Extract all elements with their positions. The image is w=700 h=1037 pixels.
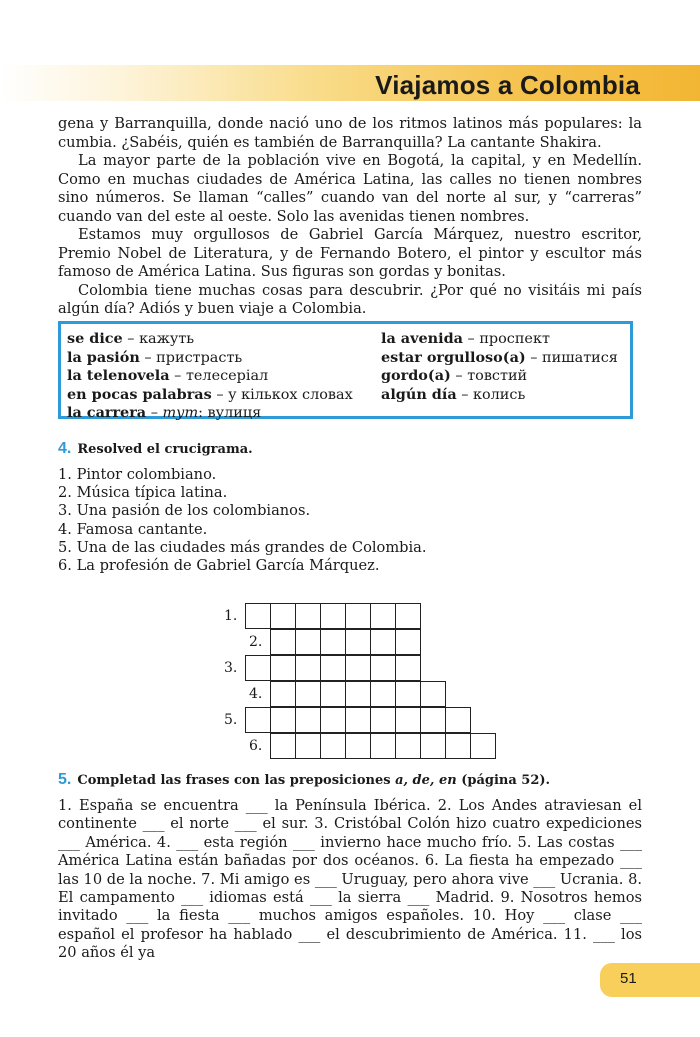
vocabulary-item: la carrera – тут: вулиця: [67, 404, 262, 422]
crossword-cell[interactable]: [370, 707, 396, 733]
clue-item: 5. Una de las ciudades más grandes de Colombia.: [58, 538, 427, 556]
crossword-cell[interactable]: [320, 733, 346, 759]
crossword-label: 4.: [249, 686, 263, 702]
crossword-cell[interactable]: [445, 707, 471, 733]
crossword-cell[interactable]: [345, 681, 371, 707]
crossword-cell[interactable]: [245, 603, 271, 629]
clue-item: 6. La profesión de Gabriel García Márquez.: [58, 557, 380, 575]
clue-item: 3. Una pasión de los colombianos.: [58, 502, 311, 520]
crossword-cell[interactable]: [395, 681, 421, 707]
crossword-cell[interactable]: [370, 655, 396, 681]
paragraph: gena y Barranquilla, donde nació uno de los ritmos latinos más populares: la cumbia. ¿Sabéis, quién es también de Barranquilla? La cantante Shakira.: [58, 115, 642, 151]
crossword-cell[interactable]: [295, 629, 321, 655]
crossword-label: 2.: [249, 634, 263, 650]
vocabulary-item: se dice – кажуть: [67, 330, 195, 347]
vocabulary-box: [58, 321, 633, 422]
crossword-cell[interactable]: [320, 629, 346, 655]
crossword-cell[interactable]: [470, 733, 496, 759]
crossword-cell[interactable]: [395, 655, 421, 681]
crossword-cell[interactable]: [295, 655, 321, 681]
crossword-cell[interactable]: [295, 733, 321, 759]
crossword-cell[interactable]: [295, 681, 321, 707]
exercise-5-heading: 5. Completad las frases con las preposiciones a, de, en (página 52).: [58, 771, 551, 788]
paragraph: Colombia tiene muchas cosas para descubrir. ¿Por qué no visitáis mi país algún día? Adiós y buen viaje a Colombia.: [58, 281, 642, 317]
page-number: 51: [620, 970, 637, 987]
clue-item: 1. Pintor colombiano.: [58, 466, 217, 483]
article-body: [58, 115, 642, 319]
crossword-cell[interactable]: [395, 733, 421, 759]
exercise-5-text: 1. España se encuentra ___ la Península Ibérica. 2. Los Andes atraviesan el continente ___ el norte ___ el sur. 3. Cristóbal Colón hizo cuatro expediciones ___ América. 4. ___ esta región ___ invierno hace mucho frío. 5. Las costas ___ América Latina están bañadas por dos océanos. 6. La fiesta ha empezado ___ las 10 de la noche. 7. Mi amigo es ___ Uruguay, pero ahora vive ___ Ucrania. 8. El campamento ___ idiomas está ___ la sierra ___ Madrid. 9. Nosotros hemos invitado ___ la fiesta ___ muchos amigos españoles. 10. Hoy ___ clase ___ español el profesor ha hablado ___ el descubrimiento de América. 11. ___ los 20 años él ya: [58, 797, 642, 962]
crossword-cell[interactable]: [395, 629, 421, 655]
crossword-cell[interactable]: [270, 629, 296, 655]
crossword-cell[interactable]: [345, 707, 371, 733]
page-title: Viajamos a Colombia: [375, 70, 640, 100]
crossword-cell[interactable]: [270, 681, 296, 707]
crossword-cell[interactable]: [370, 603, 396, 629]
vocabulary-item: la telenovela – телесеріал: [67, 367, 269, 385]
crossword-cell[interactable]: [345, 603, 371, 629]
vocabulary-item: estar orgulloso(a) – пишатися: [381, 348, 618, 366]
page-number-tab: [600, 963, 700, 997]
crossword-cell[interactable]: [270, 707, 296, 733]
crossword-cell[interactable]: [345, 733, 371, 759]
crossword-cell[interactable]: [320, 603, 346, 629]
crossword-clues: [58, 466, 638, 575]
crossword-cell[interactable]: [395, 603, 421, 629]
crossword-cell[interactable]: [420, 707, 446, 733]
vocabulary-column-right: [381, 330, 618, 404]
exercise-4-heading: [58, 440, 253, 458]
crossword-cell[interactable]: [420, 733, 446, 759]
paragraph: Estamos muy orgullosos de Gabriel García Márquez, nuestro escritor, Premio Nobel de Literatura, y de Fernando Botero, el pintor y escultor más famoso de América Latina. Sus figuras son gordas y bonitas.: [58, 226, 642, 280]
crossword-cell[interactable]: [245, 655, 271, 681]
vocabulary-column-left: [67, 330, 353, 423]
crossword-cell[interactable]: [270, 655, 296, 681]
exercise-number: 4.: [58, 440, 72, 457]
crossword-cell[interactable]: [270, 603, 296, 629]
crossword-cell[interactable]: [320, 707, 346, 733]
crossword-cell[interactable]: [345, 629, 371, 655]
vocabulary-item: la avenida – проспект: [381, 330, 550, 347]
clue-item: 2. Música típica latina.: [58, 484, 228, 502]
paragraph: La mayor parte de la población vive en Bogotá, la capital, y en Medellín. Como en muchas ciudades de América Latina, las calles no tienen nombres sino números. Se llaman “calles” cuando van del norte al sur, y “carreras” cuando van del este al oeste. Solo las avenidas tienen nombres.: [58, 152, 642, 225]
crossword-label: 3.: [224, 660, 238, 676]
exercise-instruction: Resolved el crucigrama.: [77, 442, 253, 457]
crossword-cell[interactable]: [445, 733, 471, 759]
vocabulary-item: la pasión – пристрасть: [67, 348, 243, 366]
crossword-cell[interactable]: [370, 733, 396, 759]
crossword-cell[interactable]: [270, 733, 296, 759]
exercise-number: 5.: [58, 771, 72, 788]
crossword-cell[interactable]: [245, 707, 271, 733]
crossword-cell[interactable]: [395, 707, 421, 733]
crossword-cell[interactable]: [370, 681, 396, 707]
crossword-cell[interactable]: [295, 707, 321, 733]
crossword-cell[interactable]: [295, 603, 321, 629]
vocabulary-item: gordo(a) – товстий: [381, 367, 528, 385]
crossword-cell[interactable]: [320, 655, 346, 681]
vocabulary-item: algún día – колись: [381, 385, 526, 403]
clue-item: 4. Famosa cantante.: [58, 520, 208, 538]
crossword-label: 1.: [224, 608, 238, 624]
crossword-cell[interactable]: [345, 655, 371, 681]
crossword-cell[interactable]: [370, 629, 396, 655]
vocabulary-item: en pocas palabras – у кількох словах: [67, 385, 353, 403]
crossword-label: 6.: [249, 738, 263, 754]
crossword-label: 5.: [224, 712, 238, 728]
crossword-cell[interactable]: [320, 681, 346, 707]
crossword-cell[interactable]: [420, 681, 446, 707]
